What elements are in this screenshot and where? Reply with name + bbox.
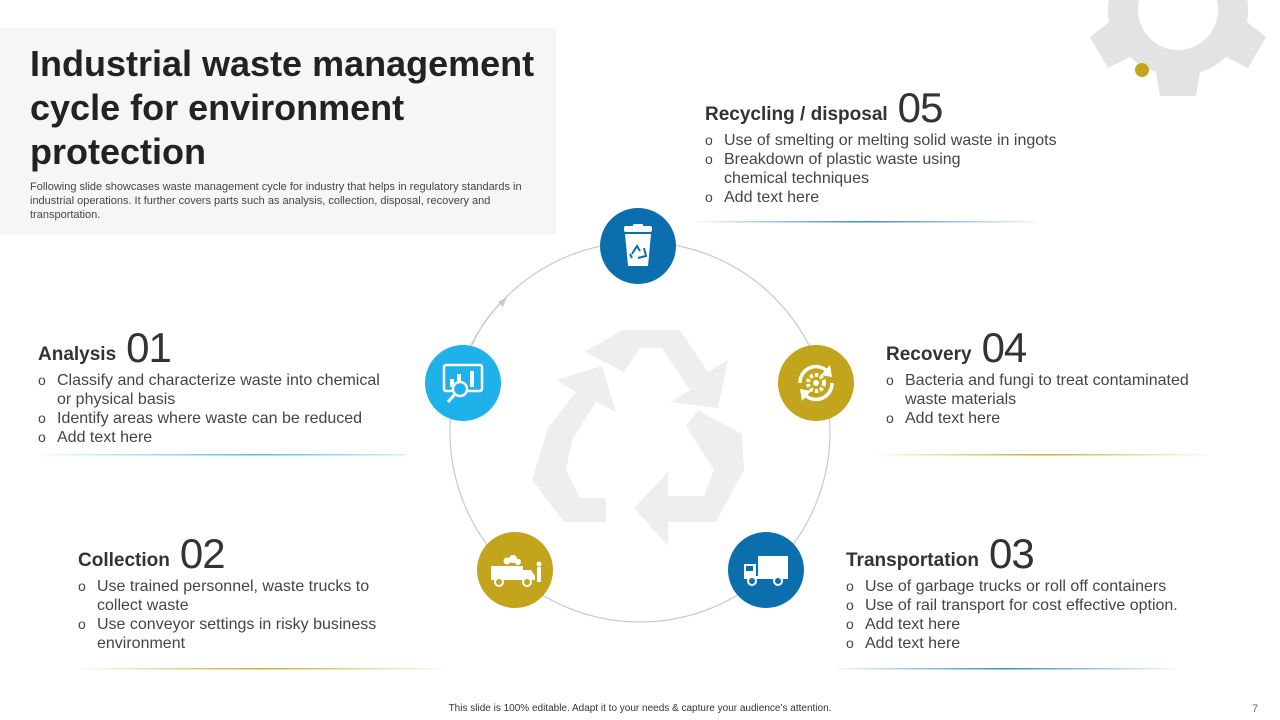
recycling-number: 05 [897, 84, 943, 131]
analysis-block [38, 326, 398, 447]
recycling-block [705, 86, 1085, 207]
list-item: o Use of rail transport for cost effective option. [846, 596, 1196, 615]
list-item: o Breakdown of plastic waste using chemical techniques [705, 150, 974, 188]
collection-block [78, 532, 408, 653]
list-item: o Use of garbage trucks or roll off containers [846, 577, 1196, 596]
transportation-list [846, 577, 1196, 653]
analysis-node [425, 345, 501, 421]
list-item: o Bacteria and fungi to treat contaminated waste materials [886, 371, 1196, 409]
recovery-number: 04 [981, 324, 1027, 371]
gear-recycle-icon [792, 359, 840, 407]
recovery-node [778, 345, 854, 421]
recovery-block [886, 326, 1216, 428]
collection-list [78, 577, 378, 653]
analysis-list [38, 371, 383, 447]
analysis-number: 01 [126, 324, 171, 371]
garbage-truck-icon [487, 552, 543, 588]
page-number: 7 [1252, 703, 1259, 715]
transportation-node [728, 532, 804, 608]
list-item: o Add text here [846, 615, 1196, 634]
recycling-list [705, 131, 1065, 207]
slide-footer: This slide is 100% editable. Adapt it to your needs & capture your audience’s attention. [448, 703, 832, 714]
collection-node [477, 532, 553, 608]
transportation-divider [836, 668, 1176, 670]
transportation-title: Transportation [846, 550, 980, 571]
list-item: o Add text here [886, 409, 1196, 428]
collection-divider [80, 668, 445, 670]
list-item: o Classify and characterize waste into chemical or physical basis [38, 371, 383, 409]
analysis-chart-icon [440, 361, 486, 405]
list-item: o Add text here [846, 634, 1196, 653]
recovery-list [886, 371, 1196, 428]
slide-subtitle: Following slide showcases waste management cycle for industry that helps in regulatory standards in industrial operations. It further covers parts such as analysis, collection, disposal, recovery and transportation. [30, 181, 522, 221]
recycling-divider [696, 221, 1036, 223]
recycling-title: Recycling / disposal [705, 104, 888, 125]
list-item: o Use trained personnel, waste trucks to collect waste [78, 577, 378, 615]
slide-title: Industrial waste management cycle for environment protection [30, 43, 535, 172]
cycle-arrow-head [498, 297, 507, 307]
analysis-divider [40, 454, 405, 456]
analysis-title: Analysis [38, 344, 117, 365]
transportation-number: 03 [989, 530, 1034, 577]
list-item: o Use of smelting or melting solid waste in ingots [705, 131, 1065, 150]
recycle-watermark-icon [532, 330, 744, 546]
delivery-truck-icon [742, 552, 790, 588]
recovery-divider [876, 454, 1206, 456]
collection-title: Collection [78, 550, 170, 571]
recycle-bin-icon [618, 224, 658, 268]
list-item: o Add text here [38, 428, 383, 447]
recovery-title: Recovery [886, 344, 972, 365]
recycling-node [600, 208, 676, 284]
list-item: o Identify areas where waste can be reduced [38, 409, 383, 428]
list-item: o Use conveyor settings in risky business environment [78, 615, 378, 653]
transportation-block [846, 532, 1206, 653]
collection-number: 02 [179, 530, 225, 577]
list-item: o Add text here [705, 188, 1065, 207]
